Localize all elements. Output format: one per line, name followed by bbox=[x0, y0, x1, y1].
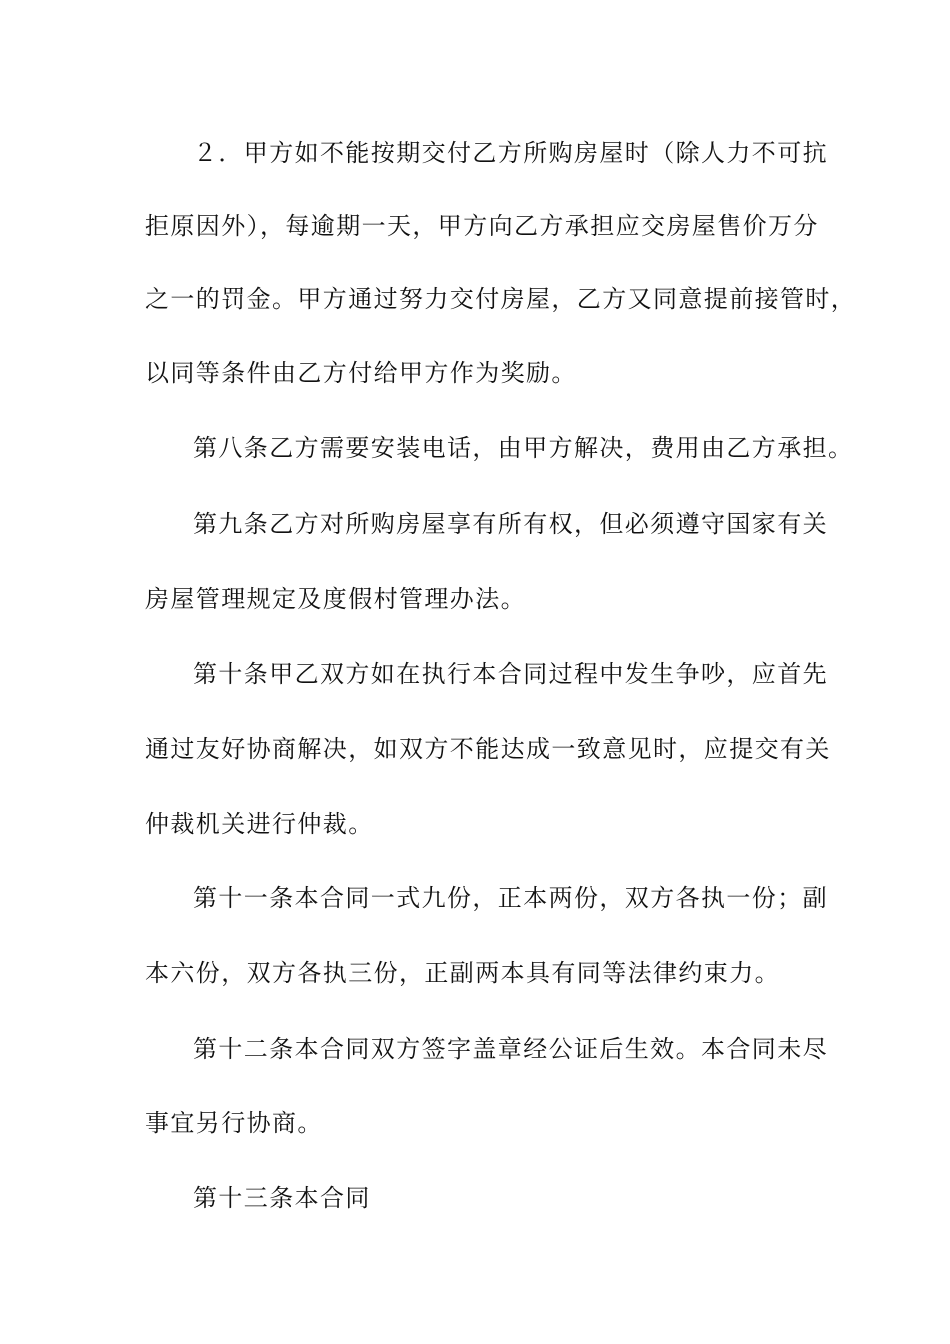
text-line: 第八条乙方需要安装电话，由甲方解决，费用由乙方承担。 bbox=[193, 434, 854, 462]
text-line: 本六份，双方各执三份，正副两本具有同等法律约束力。 bbox=[145, 959, 780, 987]
text-line: 以同等条件由乙方付给甲方作为奖励。 bbox=[145, 359, 577, 387]
text-line: 第十二条本合同双方签字盖章经公证后生效。本合同未尽 bbox=[193, 1035, 828, 1063]
text-line: 拒原因外），每逾期一天，甲方向乙方承担应交房屋售价万分 bbox=[145, 212, 819, 240]
text-line: 房屋管理规定及度假村管理办法。 bbox=[145, 585, 526, 613]
text-line: 第十一条本合同一式九份，正本两份，双方各执一份；副 bbox=[193, 884, 828, 912]
text-line: 之一的罚金。甲方通过努力交付房屋，乙方又同意提前接管时， bbox=[145, 285, 857, 313]
text-line: 通过友好协商解决，如双方不能达成一致意见时，应提交有关 bbox=[145, 735, 831, 763]
text-line: 仲裁机关进行仲裁。 bbox=[145, 810, 374, 838]
text-line: ２．甲方如不能按期交付乙方所购房屋时（除人力不可抗 bbox=[193, 139, 828, 167]
text-line: 第十条甲乙双方如在执行本合同过程中发生争吵，应首先 bbox=[193, 660, 828, 688]
text-line: 第九条乙方对所购房屋享有所有权，但必须遵守国家有关 bbox=[193, 510, 828, 538]
text-line: 事宜另行协商。 bbox=[145, 1109, 323, 1137]
text-line: 第十三条本合同 bbox=[193, 1184, 371, 1212]
